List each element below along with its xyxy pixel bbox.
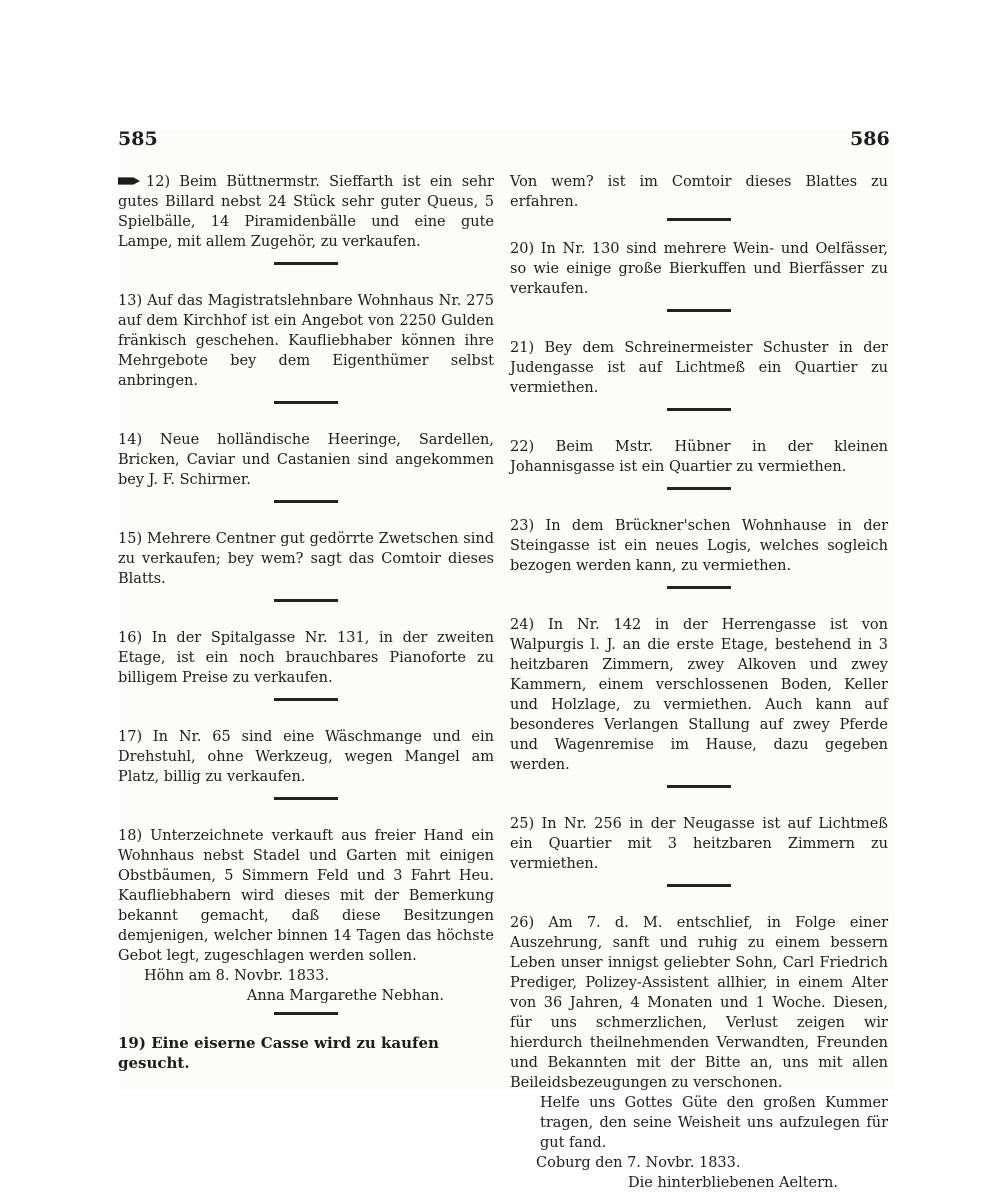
entry-14: 14) Neue holländische Heeringe, Sardellen, Bricken, Caviar und Castanien sind angekommen bey J. F. Schirmer. [118,432,494,488]
entry-26-text: 26) Am 7. d. M. entschlief, in Folge einer Auszehrung, sanft und ruhig zu einem bessern Leben unser innigst geliebter Sohn, Carl Friedrich Prediger, Polizey-Assistent allhier, in einem Alter von 36 Jahren, 4 Monaten und 1 Woche. Diesen, für uns schmerzlichen, Verlust zeigen wir hierdurch theilnehmenden Verwandten, Freunden und Bekannten mit der Bitte an, uns mit allen Beileidsbezeugungen zu verschonen. [510,915,888,1091]
separator-rule [274,797,338,800]
separator-rule [274,1012,338,1015]
entry-18 [118,826,494,1006]
entry-24: 24) In Nr. 142 in der Herrengasse ist von Walpurgis l. J. an die erste Etage, bestehend in 3 heitzbaren Zimmern, zwey Alkoven und zwey Kammern, einem verschlossenen Boden, Keller und Holzlage, zu vermiethen. Auch kann auf besonderes Verlangen Stallung auf zwey Pferde und Wagenremise im Hause, dazu gegeben werden. [510,617,888,773]
entry-18-text: 18) Unterzeichnete verkauft aus freier Hand ein Wohnhaus nebst Stadel und Garten mit einigen Obstbäumen, 5 Simmern Feld und 3 Fahrt Heu. Kaufliebhabern wird dieses mit der Bemerkung bekannt gemacht, daß diese Besitzungen demjenigen, welcher binnen 14 Tagen das höchste Gebot legt, zugeschlagen werden sollen. [118,828,494,964]
separator-rule [667,487,731,490]
separator-rule [667,785,731,788]
entry-25: 25) In Nr. 256 in der Neugasse ist auf Lichtmeß ein Quartier mit 3 heitzbaren Zimmern zu vermiethen. [510,816,888,872]
entry-26-closing: Helfe uns Gottes Güte den großen Kummer tragen, den seine Weisheit uns aufzulegen für gut fand. [540,1095,888,1151]
separator-rule [667,408,731,411]
entry-23: 23) In dem Brückner'schen Wohnhause in der Steingasse ist ein neues Logis, welches sogleich bezogen werden kann, zu vermiethen. [510,518,888,574]
pointing-hand-icon [118,175,140,187]
separator-rule [667,309,731,312]
separator-rule [274,698,338,701]
entry-18-signature: Anna Margarethe Nebhan. [246,988,444,1004]
separator-rule [667,586,731,589]
entry-12 [118,172,494,252]
right-column [510,172,888,1193]
entry-17: 17) In Nr. 65 sind eine Wäschmange und ein Drehstuhl, ohne Werkzeug, wegen Mangel am Platz, billig zu verkaufen. [118,729,494,785]
entry-19-continuation: Von wem? ist im Comtoir dieses Blattes zu erfahren. [510,174,888,210]
entry-26-place-date: Coburg den 7. Novbr. 1833. [536,1155,741,1171]
separator-rule [274,500,338,503]
page-number-right: 586 [850,128,890,150]
entry-16: 16) In der Spitalgasse Nr. 131, in der zweiten Etage, ist ein noch brauchbares Pianoforte zu billigem Preise zu verkaufen. [118,630,494,686]
entry-26-signature: Die hinterbliebenen Aeltern. [628,1175,838,1191]
separator-rule [274,401,338,404]
entry-15: 15) Mehrere Centner gut gedörrte Zwetschen sind zu verkaufen; bey wem? sagt das Comtoir dieses Blatts. [118,531,494,587]
page-number-left: 585 [118,128,158,150]
entry-13: 13) Auf das Magistratslehnbare Wohnhaus Nr. 275 auf dem Kirchhof ist ein Angebot von 2250 Gulden fränkisch geschehen. Kaufliebhaber können ihre Mehrgebote bey dem Eigenthümer selbst anbringen. [118,293,494,389]
separator-rule [274,262,338,265]
left-column [118,172,494,1073]
separator-rule [667,884,731,887]
entry-21: 21) Bey dem Schreinermeister Schuster in der Judengasse ist auf Lichtmeß ein Quartier zu vermiethen. [510,340,888,396]
entry-19: 19) Eine eiserne Casse wird zu kaufen gesucht. [118,1034,439,1072]
separator-rule [274,599,338,602]
entry-18-place-date: Höhn am 8. Novbr. 1833. [144,968,330,984]
entry-22: 22) Beim Mstr. Hübner in der kleinen Johannisgasse ist ein Quartier zu vermiethen. [510,439,888,475]
separator-rule [667,218,731,221]
entry-20: 20) In Nr. 130 sind mehrere Wein- und Oelfässer, so wie einige große Bierkuffen und Bierfässer zu verkaufen. [510,241,888,297]
entry-26 [510,913,888,1193]
entry-12-text: 12) Beim Büttnermstr. Sieffarth ist ein sehr gutes Billard nebst 24 Stück sehr guter Queus, 5 Spielbälle, 14 Piramidenbälle und eine gute Lampe, mit allem Zugehör, zu verkaufen. [118,174,494,250]
